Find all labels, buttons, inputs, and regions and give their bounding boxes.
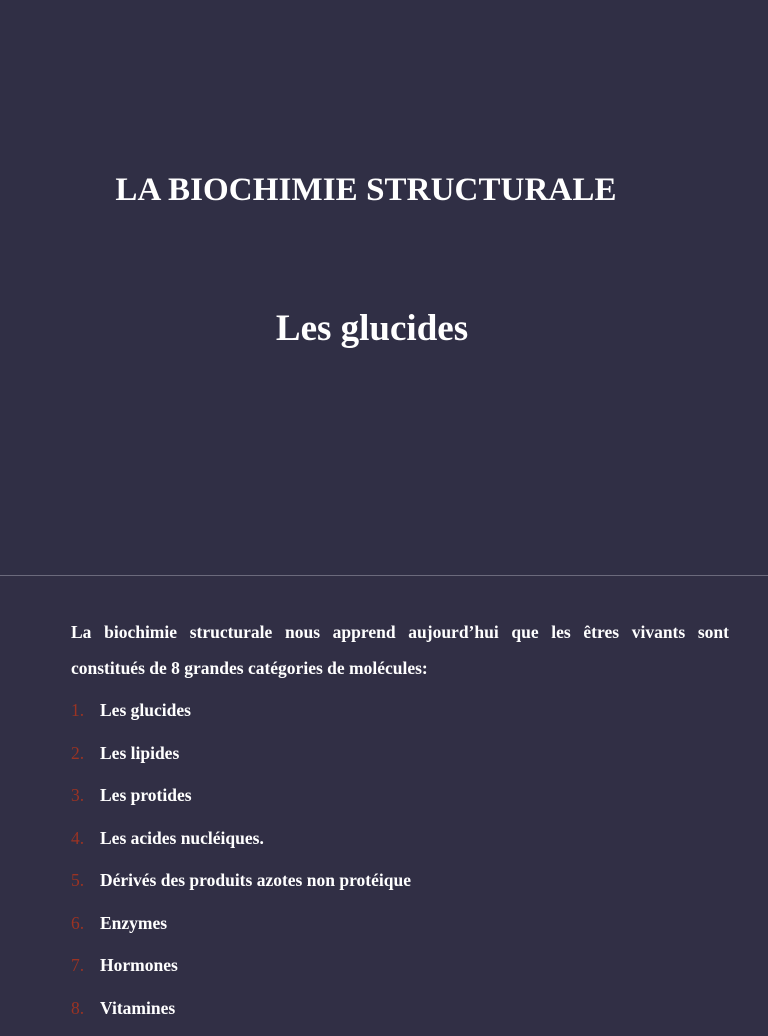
list-item-label: Les acides nucléiques.	[100, 824, 264, 852]
list-item	[71, 739, 731, 782]
list-item-label: Dérivés des produits azotes non protéique	[100, 866, 411, 894]
list-item-label: Vitamines	[100, 994, 175, 1022]
slide-title: LA BIOCHIMIE STRUCTURALE	[0, 172, 732, 209]
list-item	[71, 866, 731, 909]
slide-subtitle: Les glucides	[0, 307, 744, 350]
list-item	[71, 696, 731, 739]
list-item-number: 1.	[71, 696, 100, 724]
list-item-number: 3.	[71, 781, 100, 809]
list-item	[71, 951, 731, 994]
list-item-label: Enzymes	[100, 909, 167, 937]
list-item-label: Les glucides	[100, 696, 191, 724]
list-item-label: Hormones	[100, 951, 178, 979]
list-item-number: 4.	[71, 824, 100, 852]
list-item-label: Les lipides	[100, 739, 179, 767]
molecule-category-list	[71, 696, 731, 1036]
list-item-number: 6.	[71, 909, 100, 937]
content-slide	[0, 576, 768, 1024]
list-item-number: 8.	[71, 994, 100, 1022]
list-item	[71, 909, 731, 952]
intro-line-1: La biochimie structurale nous apprend aujourd’hui que les êtres vivants sont	[71, 614, 729, 650]
intro-line-2: constitués de 8 grandes catégories de molécules:	[71, 650, 729, 686]
list-item-number: 5.	[71, 866, 100, 894]
list-item-number: 7.	[71, 951, 100, 979]
list-item-label: Les protides	[100, 781, 192, 809]
list-item	[71, 781, 731, 824]
list-item	[71, 994, 731, 1036]
intro-paragraph	[71, 614, 729, 686]
list-item	[71, 824, 731, 867]
list-item-number: 2.	[71, 739, 100, 767]
